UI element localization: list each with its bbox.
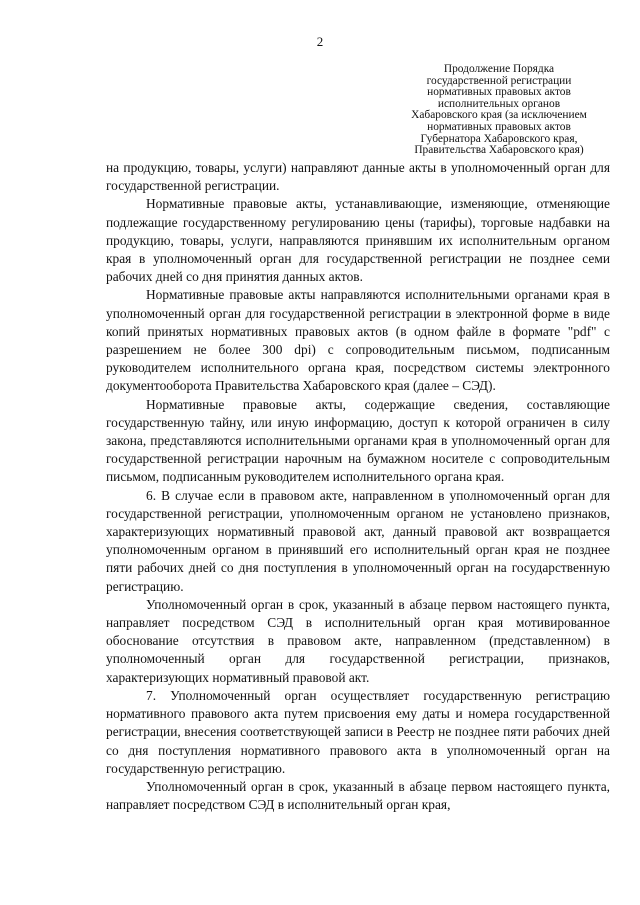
paragraph: Уполномоченный орган в срок, указанный в абзаце первом настоящего пункта, направляет посредством СЭД в исполнительный орган края мотивированное обоснование отсутствия в правовом акте, направленном (представленном) в уполномоченный орган для государственной регистрации, признаков, характеризующих нормативный правовой акт. [106,596,610,685]
header-line: государственной регистрации [426,74,572,87]
paragraph: 7. Уполномоченный орган осуществляет государственную регистрацию нормативного правового акта путем присвоения ему даты и номера государственной регистрации, внесения соответствующей записи в Реестр не позднее пяти рабочих дней со дня поступления нормативного правового акта в уполномоченный орган на государственную регистрацию. [106,687,610,776]
paragraph: Нормативные правовые акты, устанавливающие, изменяющие, отменяющие подлежащие государственному регулированию цены (тарифы), торговые надбавки на продукцию, товары, услуги, направляются принявшим их исполнительным органом края в уполномоченный орган для государственной регистрации не позднее семи рабочих дней со дня принятия данных актов. [106,196,610,285]
document-body [106,159,610,814]
header-line: нормативных правовых актов [427,120,571,133]
header-line: Продолжение Порядка [443,63,555,75]
document-header [388,64,610,157]
paragraph: Нормативные правовые акты направляются исполнительными органами края в уполномоченный орган для государственной регистрации в электронной форме в виде копий принятых нормативных правовых актов (в одном файле в формате "pdf" с разрешением не более 300 dpi) с сопроводительным письмом, подписанным руководителем исполнительного органа края, посредством системы электронного документооборота Правительства Хабаровского края (далее – СЭД). [106,287,610,394]
paragraph: Уполномоченный орган в срок, указанный в абзаце первом настоящего пункта, направляет посредством СЭД в исполнительный орган края, [106,778,610,813]
header-line: Правительства Хабаровского края) [414,144,584,157]
header-line: Хабаровского края (за исключением [411,109,587,122]
paragraph: на продукцию, товары, услуги) направляют данные акты в уполномоченный орган для государственной регистрации. [106,160,610,194]
header-line: Губернатора Хабаровского края, [420,132,578,145]
paragraph: Нормативные правовые акты, содержащие сведения, составляющие государственную тайну, или иную информацию, доступ к которой ограничен в силу закона, представляются исполнительными органами края в уполномоченный орган для государственной регистрации нарочным на бумажном носителе с сопроводительным письмом, подписанным руководителем исполнительного органа края. [106,396,610,485]
paragraph: 6. В случае если в правовом акте, направленном в уполномоченный орган для государственной регистрации, уполномоченным органом не установлено признаков, характеризующих нормативный правовой акт, данный правовой акт возвращается уполномоченным органом в принявший его исполнительный орган края не позднее пяти рабочих дней со дня поступления в уполномоченный орган на государственную регистрацию. [106,487,610,594]
header-line: нормативных правовых актов [427,86,571,99]
page-number: 2 [316,34,324,49]
header-line: исполнительных органов [437,97,561,110]
